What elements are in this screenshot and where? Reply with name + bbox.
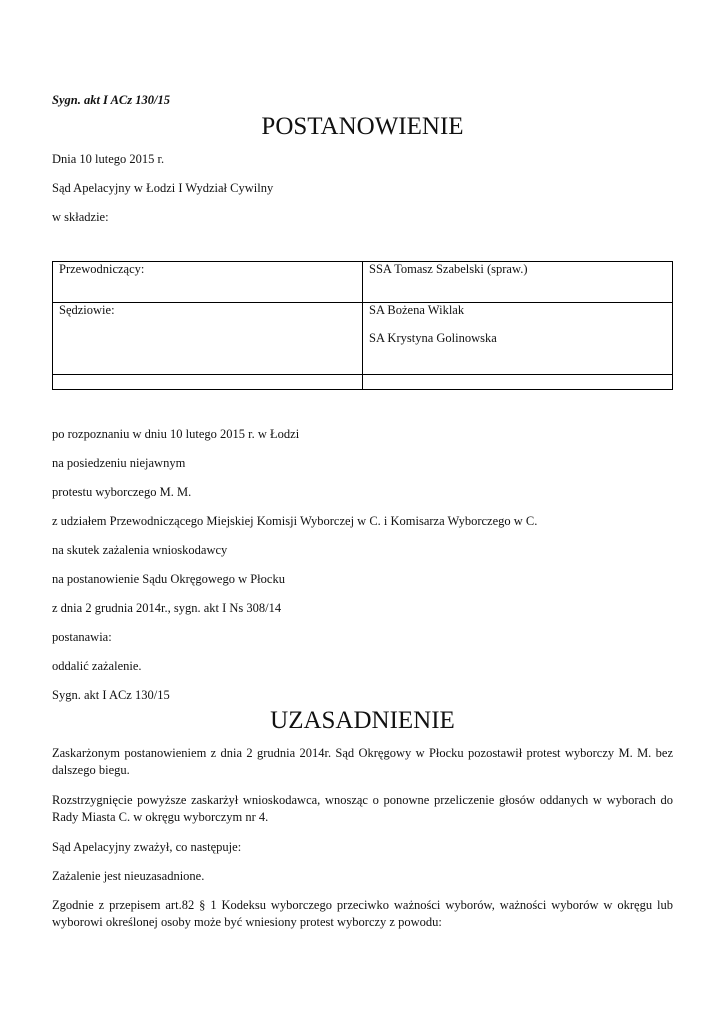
table-row	[53, 303, 673, 375]
justification-paragraph: Rozstrzygnięcie powyższe zaskarżył wnioskodawca, wnosząc o ponowne przeliczenie głosów oddanych w wyborach do Rady Miasta C. w okręgu wyborczym nr 4.	[52, 793, 673, 824]
table-row	[53, 262, 673, 303]
composition-label: w składzie:	[52, 210, 109, 224]
justification-title: UZASADNIENIE	[270, 707, 455, 734]
judge-name: SSA Tomasz Szabelski (spraw.)	[369, 262, 528, 276]
decision-date: Dnia 10 lutego 2015 r.	[52, 152, 165, 166]
document-title: POSTANOWIENIE	[261, 113, 464, 140]
body-line: protestu wyborczego M. M.	[52, 485, 192, 499]
body-line: postanawia:	[52, 630, 112, 644]
body-line: oddalić zażalenie.	[52, 659, 142, 673]
judge-name: SA Bożena Wiklak	[369, 303, 465, 317]
case-signature-header: Sygn. akt I ACz 130/15	[52, 93, 170, 107]
role-cell	[53, 303, 363, 375]
justification-paragraph: Zaskarżonym postanowieniem z dnia 2 grudnia 2014r. Sąd Okręgowy w Płocku pozostawił protest wyborczy M. M. bez dalszego biegu.	[52, 746, 673, 777]
body-line: z udziałem Przewodniczącego Miejskiej Komisji Wyborczej w C. i Komisarza Wyborczego w C.	[52, 514, 538, 528]
judge-name: SA Krystyna Golinowska	[369, 331, 497, 345]
case-signature: Sygn. akt I ACz 130/15	[52, 688, 170, 702]
role-cell	[53, 262, 363, 303]
role-judges: Sędziowie:	[59, 303, 115, 317]
body-line: po rozpoznaniu w dniu 10 lutego 2015 r. w Łodzi	[52, 427, 300, 441]
body-line: na posiedzeniu niejawnym	[52, 456, 186, 470]
names-cell	[363, 262, 673, 303]
empty-cell	[363, 375, 673, 390]
justification-paragraph: Sąd Apelacyjny zważył, co następuje:	[52, 840, 242, 854]
body-line: na postanowienie Sądu Okręgowego w Płocku	[52, 572, 285, 586]
role-presiding: Przewodniczący:	[59, 262, 145, 276]
justification-paragraph: Zgodnie z przepisem art.82 § 1 Kodeksu wyborczego przeciwko ważności wyborów, ważności wyborów w okręgu lub wyborowi określonej osoby może być wniesiony protest wyborczy z powodu:	[52, 898, 673, 929]
justification-paragraph: Zażalenie jest nieuzasadnione.	[52, 869, 205, 883]
empty-cell	[53, 375, 363, 390]
body-line: z dnia 2 grudnia 2014r., sygn. akt I Ns 308/14	[52, 601, 282, 615]
composition-table	[52, 261, 673, 390]
names-cell	[363, 303, 673, 375]
table-row	[53, 375, 673, 390]
court-name: Sąd Apelacyjny w Łodzi I Wydział Cywilny	[52, 181, 274, 195]
body-line: na skutek zażalenia wnioskodawcy	[52, 543, 228, 557]
